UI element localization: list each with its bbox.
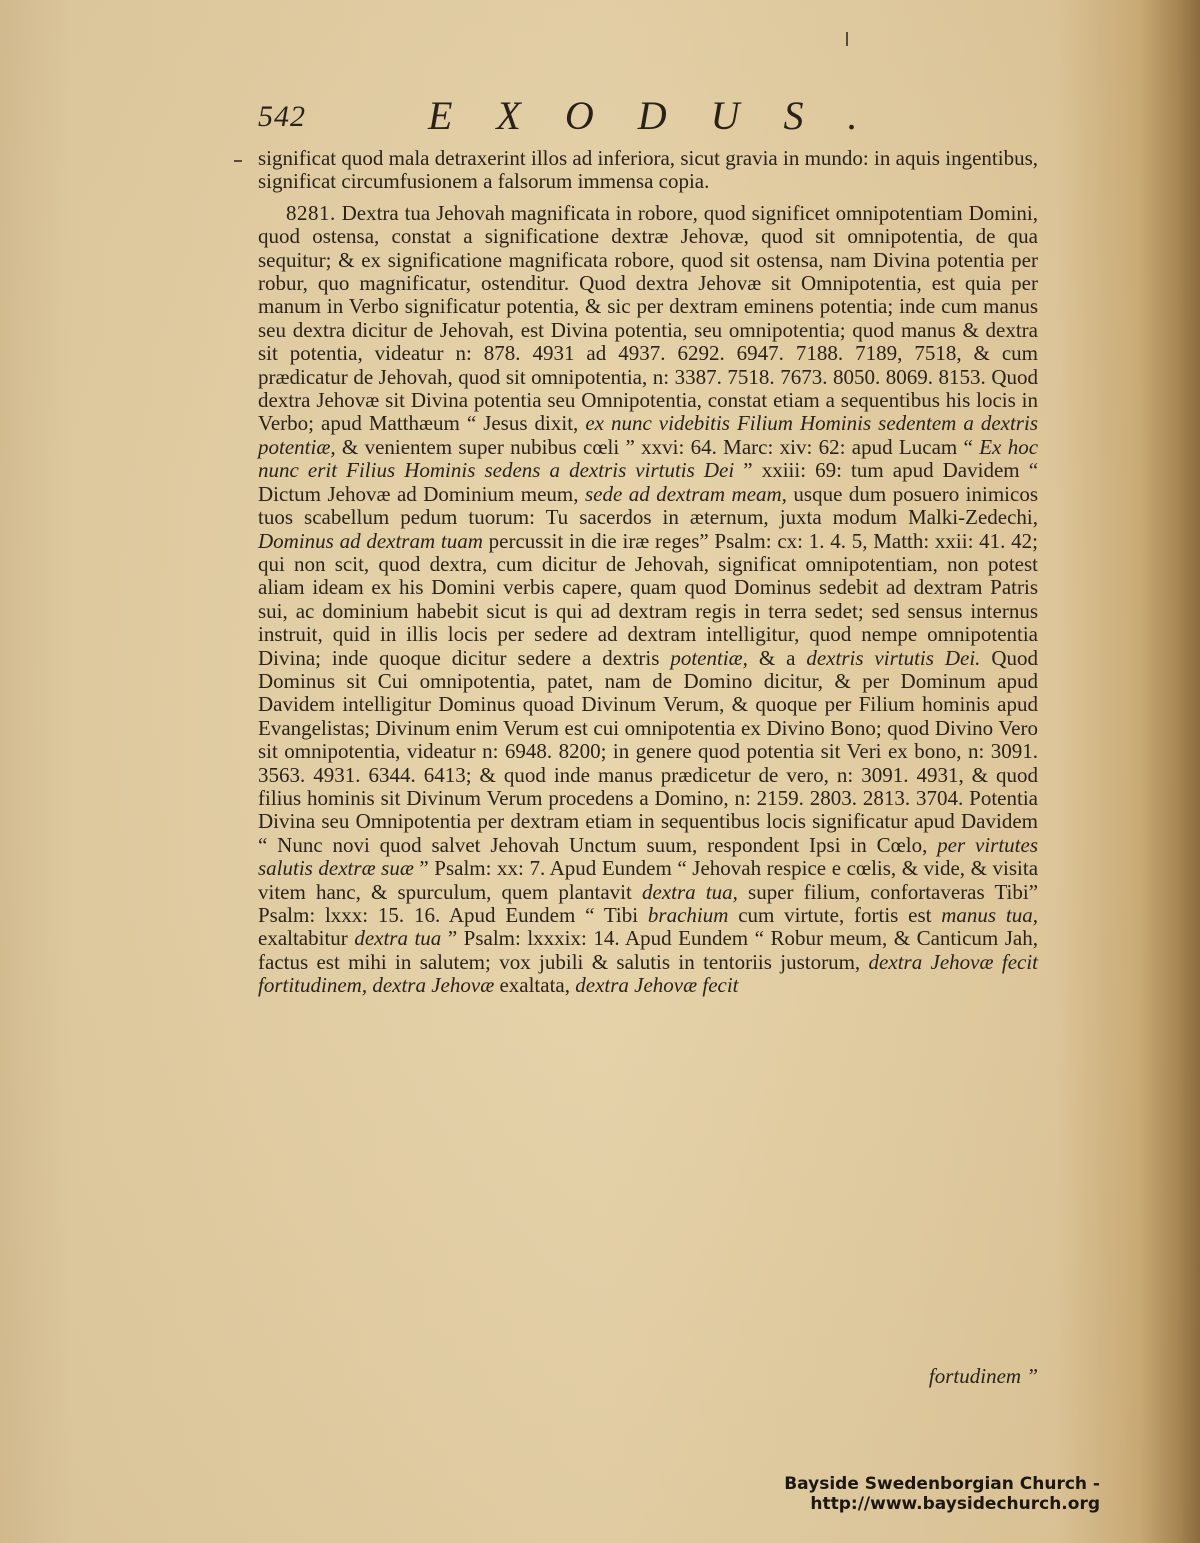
body-text <box>258 147 1038 998</box>
paragraph-text: ” Psalm: lxxxix: 14. Apud Eundem “ Robur meum, & Canticum Jah, factus est mihi in salutem; vox jubili & salutis in tentoriis justorum, <box>258 926 1039 974</box>
paragraph-text: cum virtute, fortis est <box>738 903 932 927</box>
page-header <box>258 92 1038 142</box>
italic-quote: sede ad dextram meam, <box>584 481 787 506</box>
paragraph-text: percussit in die iræ reges” Psalm: cx: 1. 4. 5, Matth: xxii: 41. 42; qui non scit, quod dextra, cum dicitur de Jehovah, significat omnipotentiam, non potest aliam ideam ex his Domini verbis capere, quam quod Dominus sedebit ad dextram Patris sui, ac dominium habebit sicut is qui ad dextram regis in terra sedet; sed sensus internus instruit, quid in illis locis per sedere ad dextram intelligitur, quod nempe omnipotentia Divina; inde quoque dicitur sedere a dextris <box>258 528 1038 670</box>
paragraph-text: exaltata, <box>499 973 570 998</box>
paragraph-text: Dextra tua Jehovah magnificata in robore, quod significet omnipotentiam Domini, quod ostensa, constat a significatione dextræ Jehovæ, quod sit omnipotentia, de qua sequitur; & ex significatione magnificata robore, quod sit ostensa, nam Divina potentia per robur, quo magnificatur, ostenditur. Quod dextra Jehovæ sit Omnipotentia, est quia per manum in Verbo significatur potentia, & sic per dextram eminens potentia; inde cum manus seu dextra dicitur de Jehovah, est Divina potentia, seu omnipotentia; quod manus & dextra sit potentia, videatur n: 878. 4931 ad 4937. 6292. 6947. 7188. 7189, 7518, & cum prædicatur de Jehovah, quod sit omnipotentia, n: 3387. 7518. 7673. 8050. 8069. 8153. Quod dextra Jehovæ sit Divina potentia seu Omnipotentia, constat etiam a sequentibus his locis in Verbo; apud Matthæum “ Jesus dixit, <box>258 200 1038 436</box>
italic-quote: brachium <box>647 903 729 927</box>
ink-speck <box>234 160 242 162</box>
paragraph-text: exaltabitur <box>258 926 348 951</box>
paragraph-continuation: significat quod mala detraxerint illos ad inferiora, sicut gravia in mundo: in aquis ingentibus, significat circumfusionem a falsorum immensa copia. <box>258 146 1038 194</box>
catchword: fortudinem ” <box>928 1364 1038 1388</box>
paragraph-text: & a <box>758 645 796 670</box>
italic-quote: dextra Jehovæ fecit fortitudinem, dextra Jehovæ <box>258 949 1039 998</box>
italic-quote: potentiæ, <box>670 645 748 670</box>
paragraph-text: usque dum posuero inimicos tuos scabellum pedum tuorum: Tu sacerdos in æternum, juxta modum Malki-Zedechi, <box>258 481 1039 530</box>
paragraph-text: Quod Dominus sit Cui omnipotentia, patet, nam de Domino dicitur, & per Dominum apud Davidem intelligitur Dominus quoad Divinum Verum, & quoque per Filium hominis apud Evangelistas; Divinum enim Verum est cui omnipotentia ex Divino Bono; quod Divino Vero sit omnipotentia, videatur n: 6948. 8200; in genere quod potentia sit Veri ex bono, n: 3091. 3563. 4931. 6344. 6413; & quod inde manus prædicetur de vero, n: 3091. 4931, & quod filius hominis sit Divinum Verum procedens a Domino, n: 2159. 2803. 2813. 3704. Potentia Divina seu Omnipotentia per dextram etiam in sequentibus locis significatur apud Davidem “ Nunc novi quod salvet Jehovah Unctum suum, respondent Ipsi in Cœlo, <box>258 645 1039 857</box>
watermark-credit: Bayside Swedenborgian Church - http://www.baysidechurch.org <box>784 1474 1100 1514</box>
italic-quote: dextra tua, <box>642 879 738 904</box>
italic-quote: dextra Jehovæ fecit <box>575 973 739 998</box>
paragraph-number: 8281. <box>286 200 336 225</box>
italic-quote: per virtutes salutis dextræ suæ <box>258 832 1038 881</box>
italic-quote: Dominus ad dextram tuam <box>258 528 483 553</box>
paragraph-text: super filium, confortaveras Tibi” Psalm: lxxx: 15. 16. Apud Eundem “ Tibi <box>258 879 1039 927</box>
italic-quote: dextra tua <box>354 926 442 951</box>
page-number: 542 <box>258 100 306 133</box>
italic-quote: Ex hoc nunc erit Filius Hominis sedens a dextris virtutis Dei <box>258 434 1039 483</box>
paragraph-text: & venientem super nubibus cœli ” xxvi: 64. Marc: xiv: 62: apud Lucam “ <box>341 434 973 459</box>
ink-speck <box>846 32 848 46</box>
paragraph-text: ” Psalm: xx: 7. Apud Eundem “ Jehovah respice e cœlis, & vide, & visita vitem hanc, & spurculum, quem plantavit <box>258 856 1039 904</box>
paragraph-text: ” xxiii: 69: tum apud Davidem “ Dictum Jehovæ ad Dominium meum, <box>258 458 1039 506</box>
italic-quote: manus tua, <box>941 903 1038 927</box>
running-title: EXODUS. <box>428 93 902 138</box>
italic-quote: dextris virtutis Dei. <box>806 645 981 670</box>
italic-quote: ex nunc videbitis Filium Hominis sedentem a dextris potentiæ, <box>258 411 1038 459</box>
page-gutter-shadow <box>1140 0 1200 1543</box>
paragraph-8281 <box>258 202 1038 998</box>
